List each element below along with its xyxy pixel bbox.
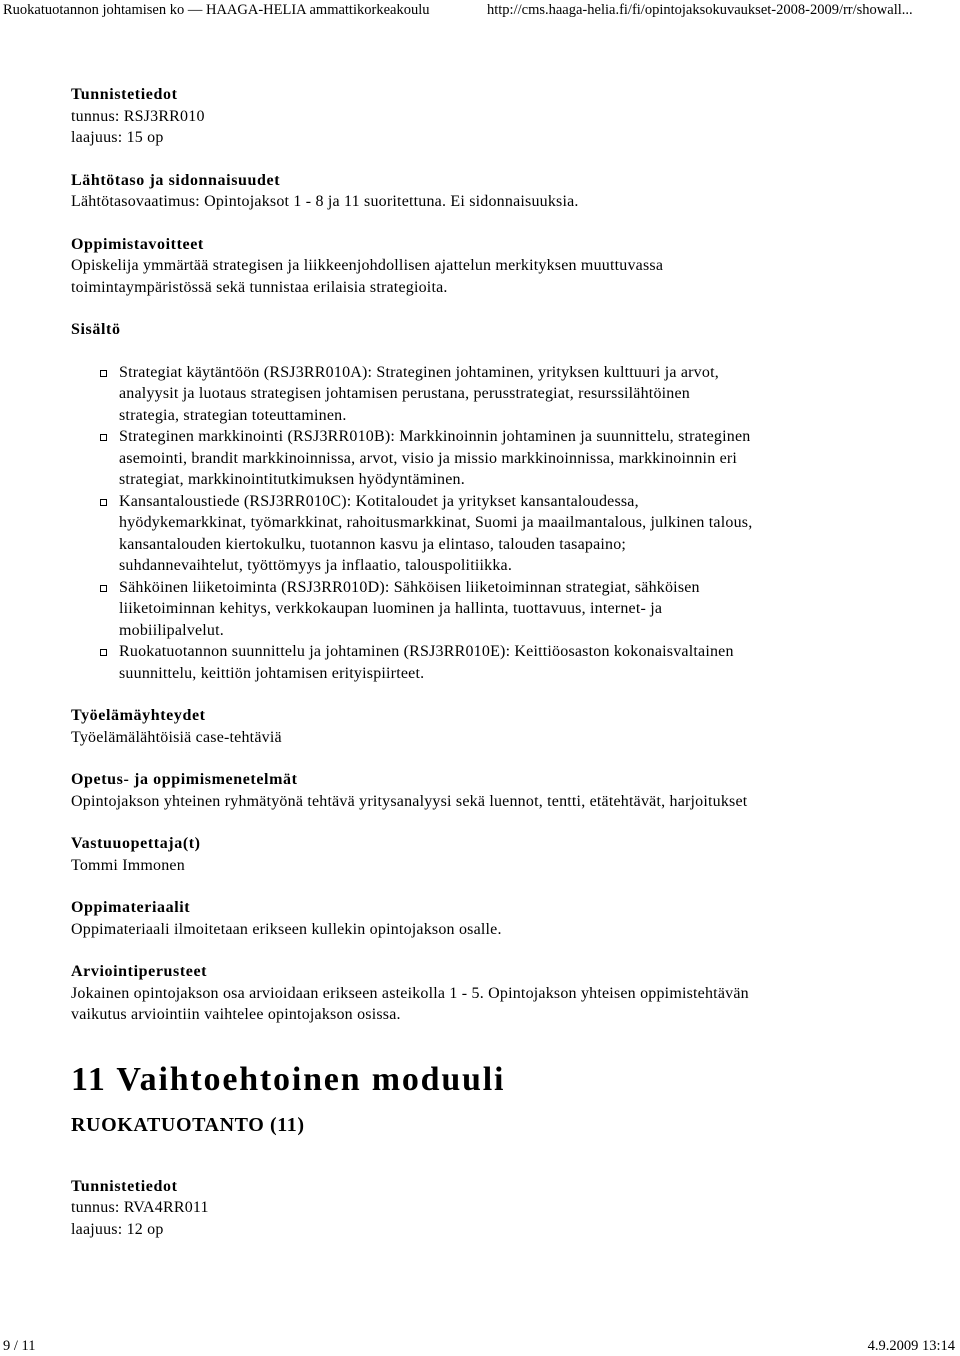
tyoelamayhteydet-section (71, 705, 901, 748)
list-item-line: mobiilipalvelut. (119, 621, 224, 639)
list-item-line: suunnittelu, keittiön johtamisen erityispiirteet. (119, 664, 425, 682)
print-header-url: http://cms.haaga-helia.fi/fi/opintojaksokuvaukset-2008-2009/rr/showall... (487, 2, 913, 18)
square-bullet-icon (100, 649, 107, 656)
list-item-line: suhdannevaihtelut, työttömyys ja inflaatio, talouspolitiikka. (119, 557, 513, 574)
section-heading: Oppimateriaalit (71, 899, 191, 916)
section-heading: Sisältö (71, 321, 121, 338)
section-text: Oppimateriaali ilmoitetaan erikseen kullekin opintojakson osalle. (71, 920, 502, 938)
oppimistavoitteet-section (71, 234, 901, 299)
list-item (119, 577, 901, 642)
list-item-line: analyysit ja luotaus strategisen johtamisen perustana, perusstrategiat, resurssilähtöinen (119, 385, 690, 402)
list-item-line: kansantalouden kiertokulku, tuotannon kasvu ja elintaso, talouden tasapaino; (119, 535, 627, 553)
course-code: tunnus: RVA4RR011 (71, 1199, 209, 1216)
list-item-line: strategia, strategian toteuttaminen. (119, 406, 347, 424)
print-footer (0, 1336, 960, 1356)
section-heading: Lähtötaso ja sidonnaisuudet (71, 171, 281, 189)
print-header-title: Ruokatuotannon johtamisen ko — HAAGA-HELIA ammattikorkeakoulu (3, 2, 430, 18)
list-item-line: liiketoiminnan kehitys, verkkokaupan luominen ja hallinta, tuottavuus, internet- ja (119, 600, 663, 617)
section-text: Jokainen opintojakson osa arvioidaan erikseen asteikolla 1 - 5. Opintojakson yhteisen oppimistehtävän (71, 984, 749, 1002)
section-heading: Arviointiperusteet (71, 963, 208, 980)
sisalto-section (71, 319, 901, 684)
section-text: Lähtötasovaatimus: Opintojaksot 1 - 8 ja 11 suoritettuna. Ei sidonnaisuuksia. (71, 193, 579, 210)
list-item-line: Strategiat käytäntöön (RSJ3RR010A): Strateginen johtaminen, yrityksen kulttuuri ja arvot, (119, 363, 719, 381)
list-item-line: Strateginen markkinointi (RSJ3RR010B): Markkinoinnin johtaminen ja suunnittelu, strateginen (119, 428, 751, 445)
list-item (119, 491, 901, 577)
section-heading: Opetus- ja oppimismenetelmät (71, 771, 298, 788)
course-credits: laajuus: 12 op (71, 1220, 164, 1238)
page-content (71, 84, 901, 1261)
vastuuopettajat-section (71, 833, 901, 876)
section-heading: Oppimistavoitteet (71, 235, 204, 253)
square-bullet-icon (100, 585, 107, 592)
section-text: toimintaympäristössä sekä tunnistaa erilaisia strategioita. (71, 278, 448, 296)
course-code: tunnus: RSJ3RR010 (71, 107, 205, 125)
section-text: vaikutus arviointiin vaihtelee opintojakson osissa. (71, 1006, 401, 1023)
tunnistetiedot-section (71, 1176, 901, 1241)
list-item-line: Sähköinen liiketoiminta (RSJ3RR010D): Sähköisen liiketoiminnan strategiat, sähköisen (119, 578, 700, 596)
content-list (71, 362, 901, 685)
print-datetime: 4.9.2009 13:14 (867, 1338, 955, 1354)
opetusmenetelmat-section (71, 769, 901, 812)
list-item (119, 641, 901, 684)
list-item-line: hyödykemarkkinat, työmarkkinat, rahoitusmarkkinat, Suomi ja maailmantalous, julkinen talous, (119, 514, 753, 531)
list-item (119, 362, 901, 427)
list-item-line: strategiat, markkinointitutkimuksen hyödyntäminen. (119, 471, 465, 488)
teacher-name: Tommi Immonen (71, 856, 185, 874)
square-bullet-icon (100, 499, 107, 506)
oppimateriaalit-section (71, 897, 901, 940)
module-title: 11 Vaihtoehtoinen moduuli (71, 1060, 506, 1098)
list-item-line: Kansantaloustiede (RSJ3RR010C): Kotitaloudet ja yritykset kansantaloudessa, (119, 492, 639, 510)
section-text: Opintojakson yhteinen ryhmätyönä tehtävä yritysanalyysi sekä luennot, tentti, etätehtävät, harjoitukset (71, 792, 748, 810)
list-item (119, 426, 901, 491)
section-heading: Tunnistetiedot (71, 1177, 178, 1195)
course-credits: laajuus: 15 op (71, 129, 164, 146)
lahtotaso-section (71, 170, 901, 213)
section-heading: Tunnistetiedot (71, 86, 178, 103)
list-item-line: asemointi, brandit markkinoinnissa, arvot, visio ja missio markkinoinnissa, markkinoinnin eri (119, 449, 738, 467)
module-subtitle: RUOKATUOTANTO (11) (71, 1113, 305, 1136)
list-item-line: Ruokatuotannon suunnittelu ja johtaminen (RSJ3RR010E): Keittiöosaston kokonaisvaltainen (119, 643, 734, 660)
section-heading: Työelämäyhteydet (71, 707, 206, 724)
section-text: Työelämälähtöisiä case-tehtäviä (71, 728, 282, 746)
print-header (0, 0, 960, 22)
page-number: 9 / 11 (3, 1338, 36, 1354)
tunnistetiedot-section (71, 84, 901, 149)
arviointiperusteet-section (71, 961, 901, 1026)
square-bullet-icon (100, 370, 107, 377)
section-text: Opiskelija ymmärtää strategisen ja liikkeenjohdollisen ajattelun merkityksen muuttuvassa (71, 257, 664, 274)
square-bullet-icon (100, 434, 107, 441)
section-heading: Vastuuopettaja(t) (71, 835, 201, 852)
